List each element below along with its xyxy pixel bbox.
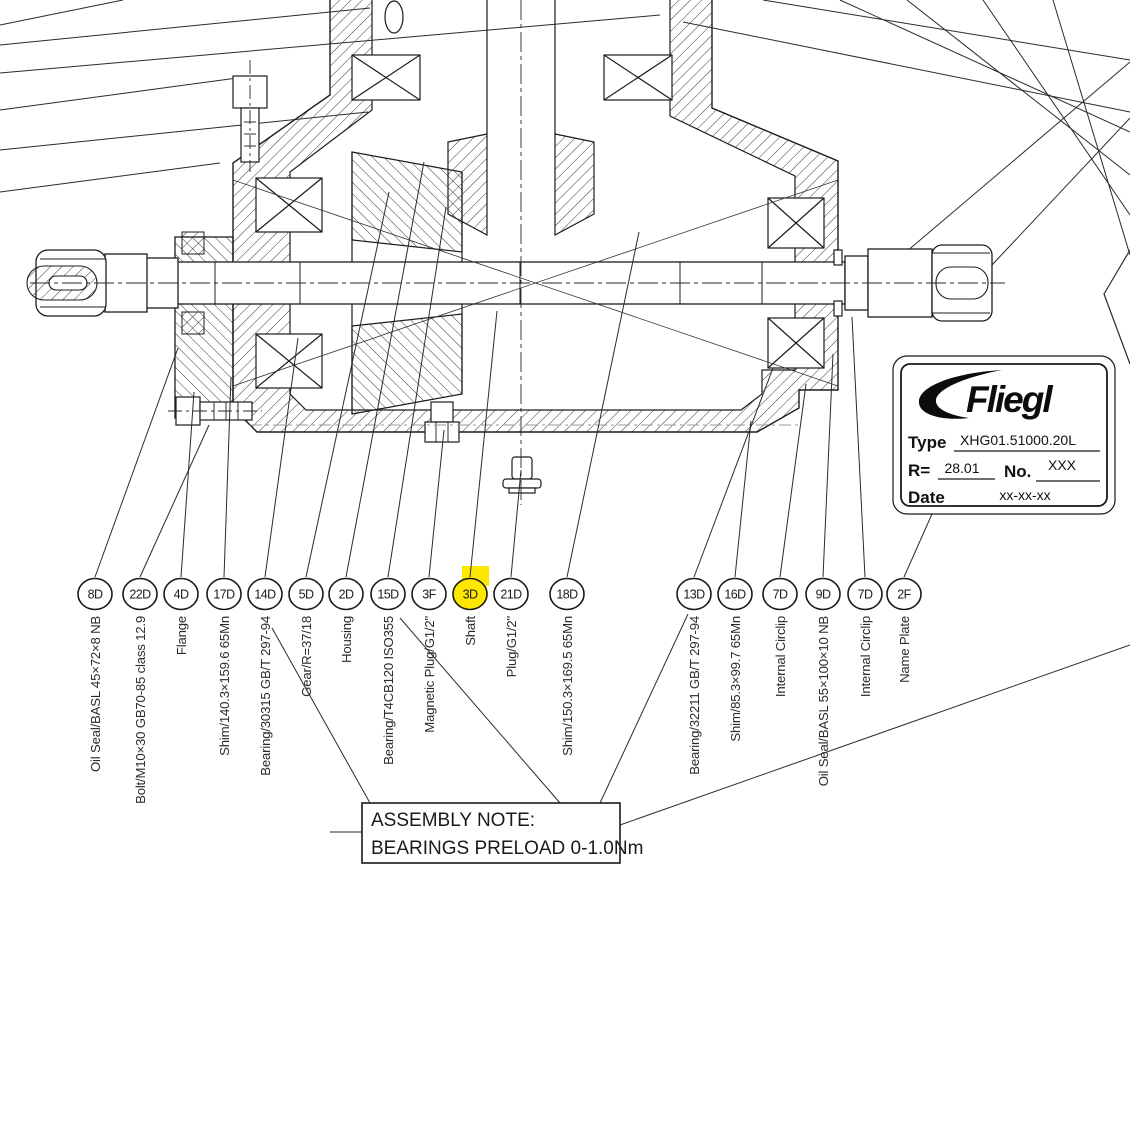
part-label: Internal Circlip xyxy=(773,616,788,698)
part-label: Oil Seal/BASL 55×100×10 NB xyxy=(816,616,831,787)
svg-text:15D: 15D xyxy=(377,587,399,602)
part-label: Magnetic Plug/G1/2" xyxy=(422,616,437,733)
bearing-t4cb120-right xyxy=(604,55,672,100)
magnetic-plug xyxy=(425,402,459,442)
svg-text:2D: 2D xyxy=(338,587,354,602)
bearing-32211-lower xyxy=(768,318,824,368)
callout-3f[interactable] xyxy=(412,579,446,733)
svg-text:7D: 7D xyxy=(857,587,873,602)
svg-text:7D: 7D xyxy=(772,587,788,602)
svg-text:8D: 8D xyxy=(87,587,103,602)
callout-9d[interactable] xyxy=(806,579,840,787)
part-label: Internal Circlip xyxy=(858,616,873,698)
callout-2f[interactable] xyxy=(887,579,921,683)
bearing-30315-lower xyxy=(256,334,322,388)
part-label: Housing xyxy=(339,616,354,663)
callout-15d[interactable] xyxy=(371,579,405,765)
callout-17d[interactable] xyxy=(207,579,241,756)
svg-text:3F: 3F xyxy=(422,587,436,602)
svg-text:4D: 4D xyxy=(173,587,189,602)
callout-5d[interactable] xyxy=(289,579,323,697)
part-label: Bolt/M10×30 GB70-85 class 12.9 xyxy=(133,616,148,804)
callout-13d[interactable] xyxy=(677,579,711,775)
part-label: Oil Seal/BASL 45×72×8 NB xyxy=(88,616,103,772)
date-label: Date xyxy=(908,488,945,507)
svg-text:9D: 9D xyxy=(815,587,831,602)
type-label: Type xyxy=(908,433,947,452)
circlip-lower xyxy=(834,301,842,316)
ratio-label: R= xyxy=(908,461,931,480)
callout-18d[interactable] xyxy=(550,579,584,756)
bearing-t4cb120-left xyxy=(352,55,420,100)
sheet-edge-chevron xyxy=(1104,250,1130,364)
callout-7d-1[interactable] xyxy=(763,579,797,698)
circlip-upper xyxy=(834,250,842,265)
oil-seal-left-bottom xyxy=(182,312,204,334)
svg-text:21D: 21D xyxy=(500,587,522,602)
bearing-30315-upper xyxy=(256,178,322,232)
part-label: Bearing/30315 GB/T 297-94 xyxy=(258,616,273,776)
bearing-32211-upper xyxy=(768,198,824,248)
ratio-value: 28.01 xyxy=(944,460,980,476)
svg-text:22D: 22D xyxy=(129,587,151,602)
part-label: Shim/150.3×169.5 65Mn xyxy=(560,616,575,756)
svg-text:5D: 5D xyxy=(298,587,314,602)
number-label: No. xyxy=(1004,462,1032,481)
svg-text:3D: 3D xyxy=(462,587,478,602)
date-value: xx-xx-xx xyxy=(999,487,1051,503)
part-label: Bearing/32211 GB/T 297-94 xyxy=(687,616,702,775)
svg-text:14D: 14D xyxy=(254,587,276,602)
callout-16d[interactable] xyxy=(718,579,752,742)
callout-8d[interactable] xyxy=(78,579,112,773)
callout-7d-2[interactable] xyxy=(848,579,882,698)
svg-text:13D: 13D xyxy=(683,587,705,602)
oil-seal-left-top xyxy=(182,232,204,254)
callouts xyxy=(78,579,921,804)
part-label: Flange xyxy=(174,616,189,656)
part-label: Shaft xyxy=(463,616,478,646)
callout-22d[interactable] xyxy=(123,579,157,804)
part-label: Bearing/T4CB120 ISO355 xyxy=(381,616,396,765)
part-label: Shim/85.3×99.7 65Mn xyxy=(728,616,743,742)
svg-text:17D: 17D xyxy=(213,587,235,602)
brand-logo-text: Fliegl xyxy=(966,379,1051,420)
part-label: Shim/140.3×159.6 65Mn xyxy=(217,616,232,756)
callout-14d[interactable] xyxy=(248,579,282,776)
assembly-note-line2: BEARINGS PRELOAD 0-1.0Nm xyxy=(371,838,644,859)
part-label: Plug/G1/2" xyxy=(504,616,519,678)
callout-4d[interactable] xyxy=(164,579,198,656)
part-label: Gear/R=37/18 xyxy=(299,616,314,697)
number-value: XXX xyxy=(1047,457,1077,473)
svg-text:16D: 16D xyxy=(724,587,746,602)
flange-section xyxy=(175,232,233,418)
type-value: XHG01.51000.20L xyxy=(960,432,1076,448)
lifting-eye xyxy=(385,1,403,33)
callout-2d[interactable] xyxy=(329,579,363,663)
assembly-note-line1: ASSEMBLY NOTE: xyxy=(371,810,536,831)
drain-plug xyxy=(503,457,541,493)
callout-21d[interactable] xyxy=(494,579,528,678)
svg-text:2F: 2F xyxy=(897,587,911,602)
name-plate xyxy=(893,356,1115,514)
svg-text:18D: 18D xyxy=(556,587,578,602)
part-label: Name Plate xyxy=(897,616,912,683)
housing-section xyxy=(233,0,838,432)
